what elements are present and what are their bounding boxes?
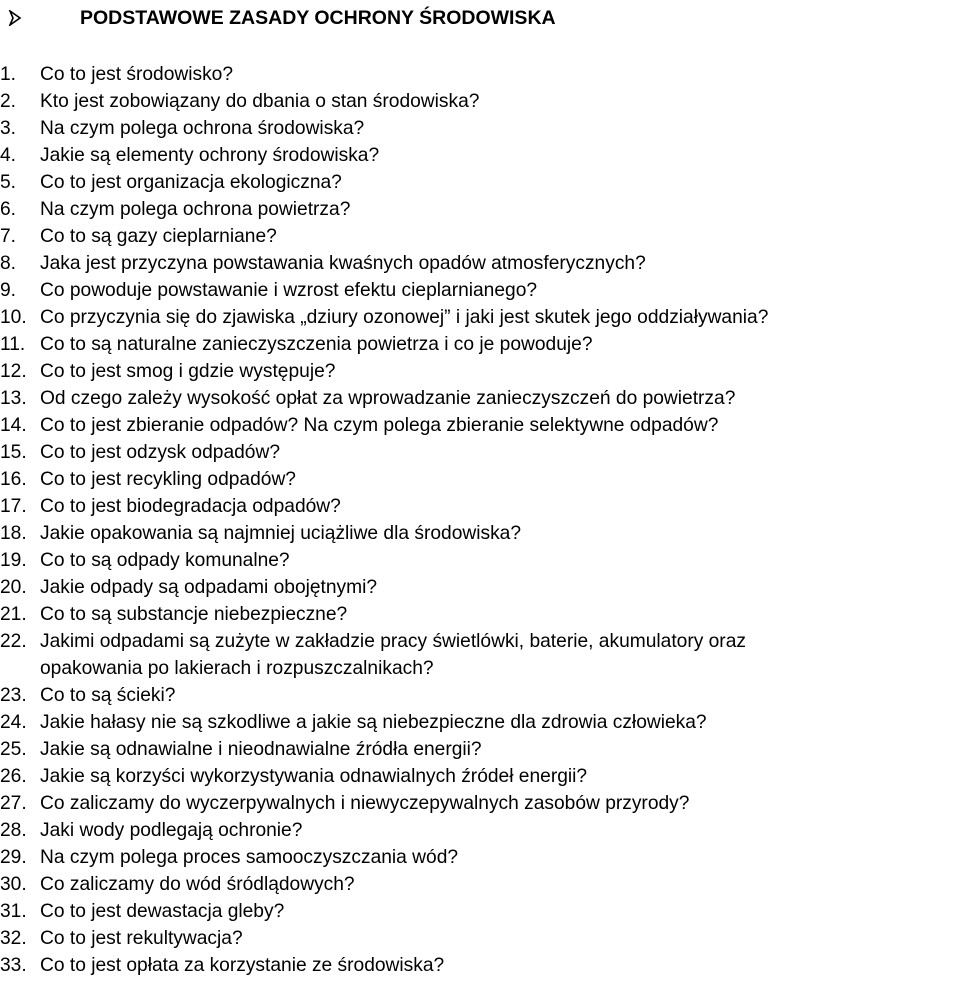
question-text: Jakie odpady są odpadami obojętnymi? [40,577,378,598]
question-text: Co to jest smog i gdzie występuje? [40,361,336,382]
question-text: Co to jest recykling odpadów? [40,469,296,490]
question-number: 26. [0,766,27,787]
question-text: Co to są naturalne zanieczyszczenia powietrza i co je powoduje? [40,334,593,355]
question-text: Kto jest zobowiązany do dbania o stan środowiska? [40,91,480,112]
question-item [0,466,960,493]
question-number: 23. [0,685,27,706]
question-text: Jakimi odpadami są zużyte w zakładzie pracy świetlówki, baterie, akumulatory oraz [40,631,746,652]
question-number: 6. [0,199,17,220]
question-number: 18. [0,523,27,544]
question-number: 12. [0,361,27,382]
question-item [0,304,960,331]
question-text: Jakie są elementy ochrony środowiska? [40,145,380,166]
question-text: Jaka jest przyczyna powstawania kwaśnych opadów atmosferycznych? [40,253,646,274]
question-item [0,358,960,385]
question-text: Co to jest dewastacja gleby? [40,901,285,922]
question-item [0,628,960,682]
heading-title: PODSTAWOWE ZASADY OCHRONY ŚRODOWISKA [80,6,556,29]
question-text: Na czym polega ochrona środowiska? [40,118,365,139]
question-text: Co to są substancje niebezpieczne? [40,604,348,625]
question-number: 20. [0,577,27,598]
question-text: Co to jest opłata za korzystanie ze środowiska? [40,955,445,976]
question-text: Na czym polega proces samooczyszczania wód? [40,847,459,868]
question-number: 25. [0,739,27,760]
question-text: Co to są gazy cieplarniane? [40,226,277,247]
question-list [0,61,960,979]
question-number: 29. [0,847,27,868]
question-item [0,925,960,952]
question-item [0,601,960,628]
question-number: 8. [0,253,17,274]
question-item [0,817,960,844]
question-number: 27. [0,793,27,814]
question-item [0,844,960,871]
question-number: 13. [0,388,27,409]
arrow-bullet-icon [8,10,22,26]
section-heading [8,4,556,32]
question-text: Co powoduje powstawanie i wzrost efektu cieplarnianego? [40,280,538,301]
question-number: 30. [0,874,27,895]
question-text: Co przyczynia się do zjawiska „dziury ozonowej” i jaki jest skutek jego oddziaływania? [40,307,769,328]
question-number: 16. [0,469,27,490]
question-text: Od czego zależy wysokość opłat za wprowadzanie zanieczyszczeń do powietrza? [40,388,736,409]
question-number: 17. [0,496,27,517]
question-number: 2. [0,91,17,112]
question-item [0,952,960,979]
question-item [0,439,960,466]
question-text: Co zaliczamy do wód śródlądowych? [40,874,355,895]
question-number: 32. [0,928,27,949]
question-number: 3. [0,118,17,139]
question-item [0,736,960,763]
question-text: Jakie opakowania są najmniej uciążliwe dla środowiska? [40,523,522,544]
question-item [0,115,960,142]
question-item [0,169,960,196]
question-text: Co to jest zbieranie odpadów? Na czym polega zbieranie selektywne odpadów? [40,415,719,436]
question-number: 10. [0,307,27,328]
question-number: 33. [0,955,27,976]
question-number: 14. [0,415,27,436]
question-item [0,385,960,412]
question-text-continuation: opakowania po lakierach i rozpuszczalnikach? [40,658,434,679]
question-item [0,277,960,304]
question-item [0,547,960,574]
question-item [0,709,960,736]
question-number: 19. [0,550,27,571]
question-item [0,682,960,709]
question-item [0,493,960,520]
question-text: Co to jest środowisko? [40,64,234,85]
question-text: Co to jest biodegradacja odpadów? [40,496,341,517]
question-number: 24. [0,712,27,733]
question-item [0,223,960,250]
question-item [0,196,960,223]
question-text: Co to jest rekultywacja? [40,928,243,949]
question-text: Co to jest organizacja ekologiczna? [40,172,342,193]
question-text: Jakie hałasy nie są szkodliwe a jakie są niebezpieczne dla zdrowia człowieka? [40,712,707,733]
question-item [0,898,960,925]
question-item [0,871,960,898]
question-item [0,61,960,88]
question-item [0,412,960,439]
question-text: Jaki wody podlegają ochronie? [40,820,303,841]
question-text: Jakie są odnawialne i nieodnawialne źródła energii? [40,739,482,760]
question-number: 22. [0,631,27,652]
question-number: 28. [0,820,27,841]
question-item [0,250,960,277]
question-text: Co to są ścieki? [40,685,176,706]
question-text: Na czym polega ochrona powietrza? [40,199,351,220]
question-number: 9. [0,280,17,301]
question-number: 5. [0,172,17,193]
question-item [0,331,960,358]
question-number: 7. [0,226,17,247]
question-text: Co zaliczamy do wyczerpywalnych i niewyczepywalnych zasobów przyrody? [40,793,690,814]
question-number: 4. [0,145,17,166]
question-item [0,763,960,790]
question-number: 15. [0,442,27,463]
question-number: 21. [0,604,27,625]
question-item [0,142,960,169]
question-text: Jakie są korzyści wykorzystywania odnawialnych źródeł energii? [40,766,588,787]
question-number: 11. [0,334,26,355]
question-text: Co to są odpady komunalne? [40,550,290,571]
question-item [0,574,960,601]
question-number: 31. [0,901,27,922]
question-item [0,790,960,817]
question-item [0,88,960,115]
question-item [0,520,960,547]
question-text: Co to jest odzysk odpadów? [40,442,280,463]
question-number: 1. [0,64,17,85]
